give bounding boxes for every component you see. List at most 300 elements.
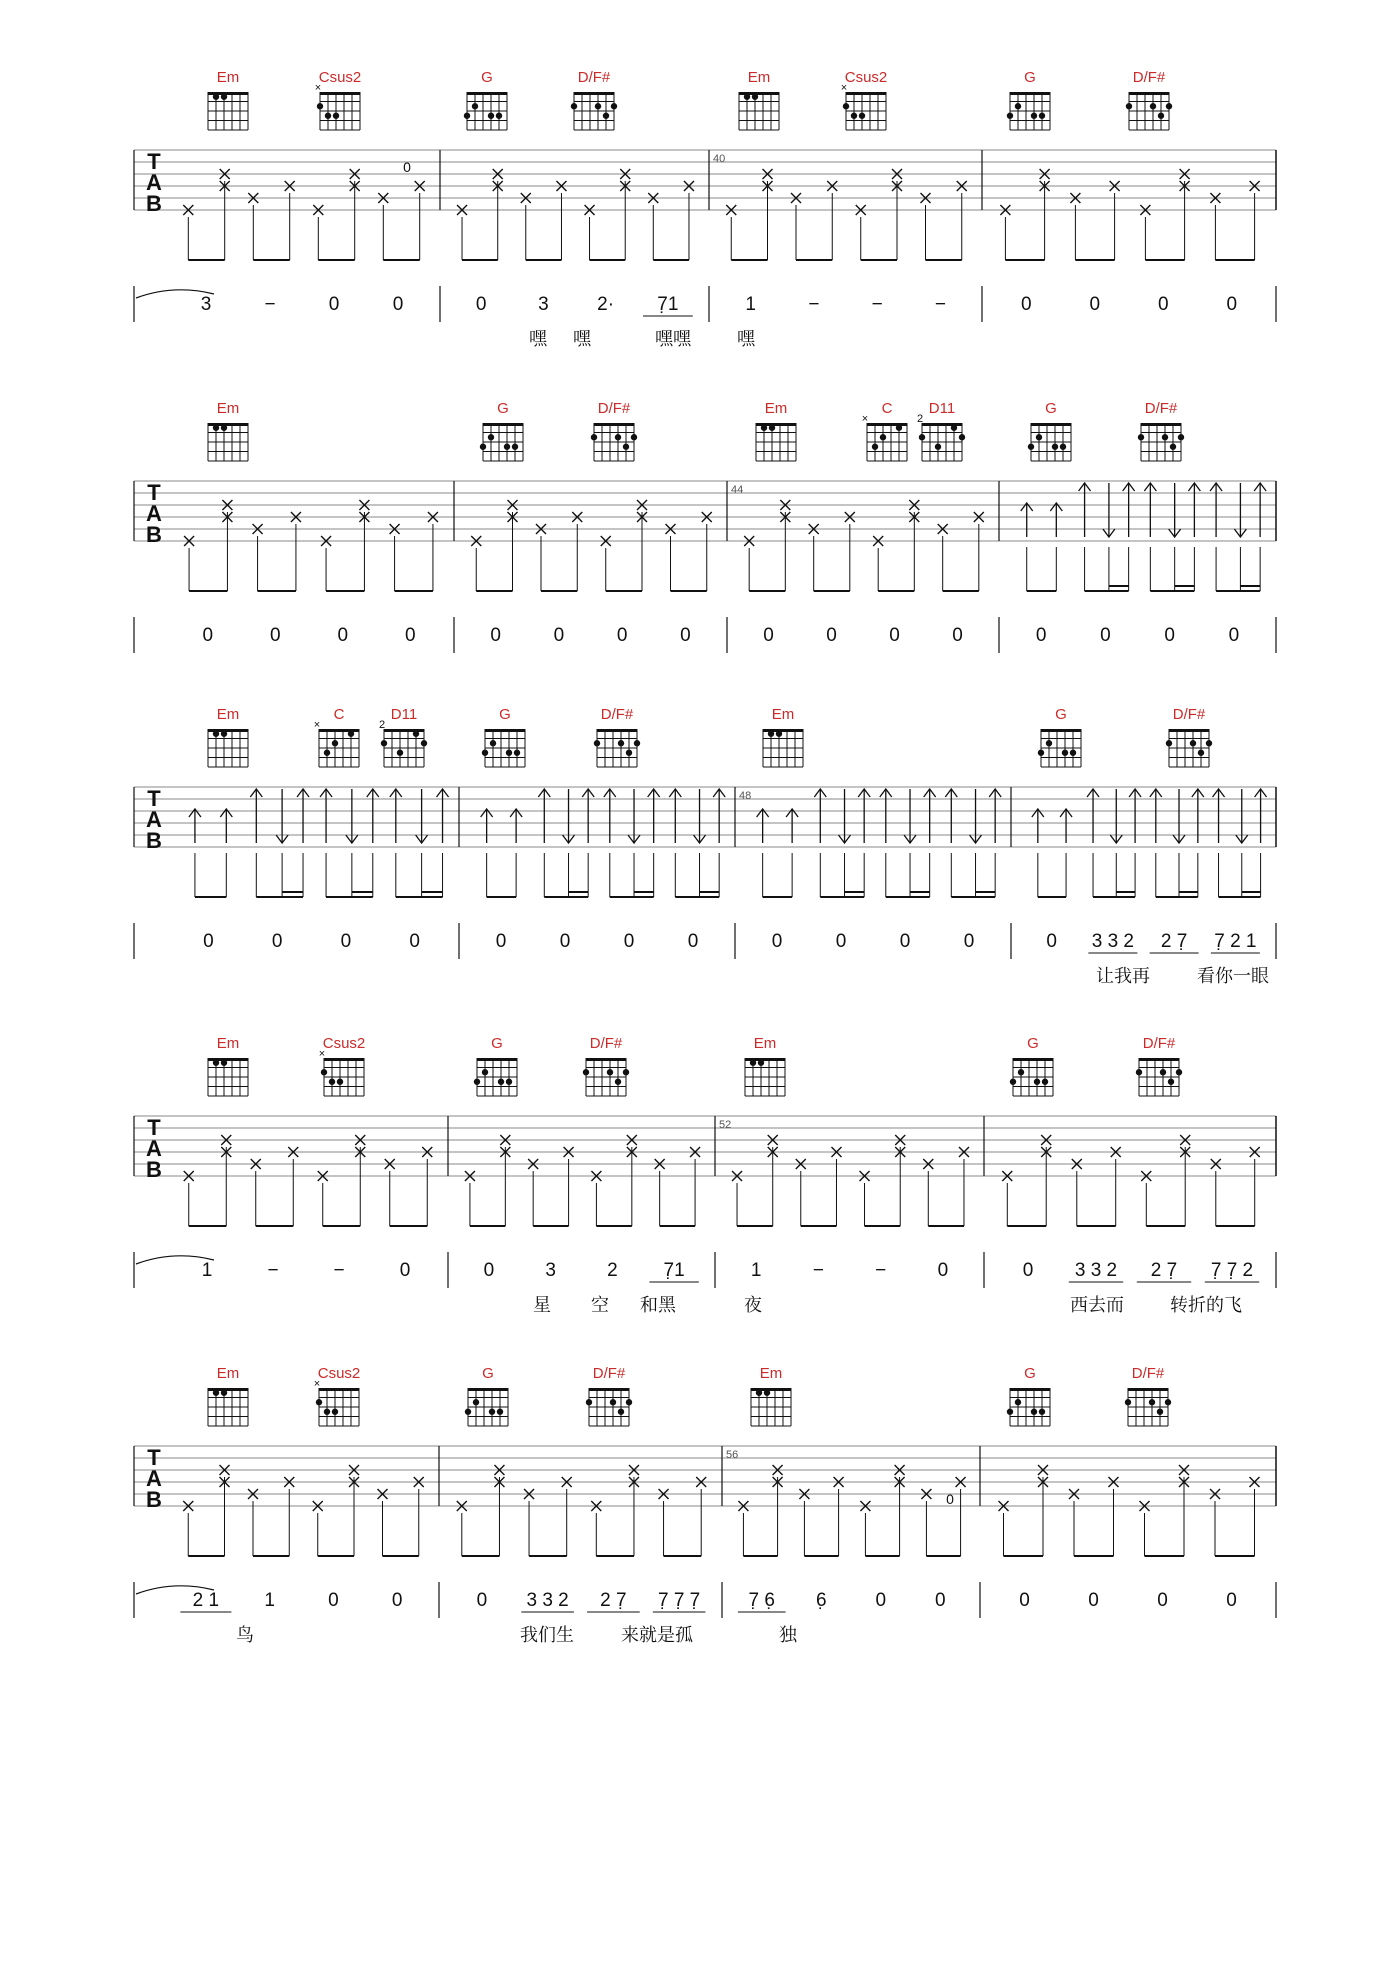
chord-name: D/F# <box>1131 1365 1165 1382</box>
jianpu-note: 2 7̣ <box>600 1590 627 1611</box>
jianpu-note: 3 3 2 <box>1091 931 1135 952</box>
finger-dot <box>935 444 941 450</box>
finger-dot <box>752 94 758 100</box>
jianpu-note: 0 <box>963 931 975 952</box>
finger-dot <box>482 750 488 756</box>
chord-diagram <box>1125 1365 1171 1426</box>
chord-name: G <box>1024 69 1036 86</box>
chord-diagram <box>739 69 779 130</box>
finger-dot <box>490 740 496 746</box>
chord-nut <box>1141 423 1181 426</box>
finger-dot <box>959 434 965 440</box>
jianpu-note: 2 <box>607 1260 618 1281</box>
chord-name: Em <box>216 1365 240 1382</box>
finger-dot <box>1198 750 1204 756</box>
finger-dot <box>489 1409 495 1415</box>
finger-dot <box>1010 1079 1016 1085</box>
chord-name: G <box>497 400 509 417</box>
finger-dot <box>634 740 640 746</box>
jianpu-note: 0 <box>203 931 214 952</box>
finger-dot <box>610 1399 616 1405</box>
finger-dot <box>1160 1069 1166 1075</box>
jianpu-note: 0 <box>1020 294 1032 315</box>
strum-up-arrow <box>1060 809 1072 843</box>
chord-diagram <box>208 706 248 767</box>
finger-dot <box>1136 1069 1142 1075</box>
finger-dot <box>325 113 331 119</box>
chord-diagram <box>208 400 248 461</box>
jianpu-note: − <box>812 1260 824 1281</box>
finger-dot <box>506 750 512 756</box>
chord-diagram <box>1028 400 1071 461</box>
chord-diagram <box>1010 1035 1053 1096</box>
finger-dot <box>851 113 857 119</box>
jianpu-note: 0 <box>337 625 349 646</box>
finger-dot <box>591 434 597 440</box>
chord-name: Csus2 <box>844 69 888 86</box>
jianpu-note: 0 <box>771 931 783 952</box>
finger-dot <box>321 1069 327 1075</box>
jianpu-note: 0 <box>687 931 699 952</box>
chord-mute-mark: × <box>318 1048 326 1060</box>
finger-dot <box>1070 750 1076 756</box>
finger-dot <box>514 750 520 756</box>
chord-diagram <box>583 1035 629 1096</box>
finger-dot <box>623 1069 629 1075</box>
finger-dot <box>872 444 878 450</box>
finger-dot <box>496 113 502 119</box>
chord-name: Em <box>216 69 240 86</box>
finger-dot <box>329 1079 335 1085</box>
finger-dot <box>1039 113 1045 119</box>
jianpu-note: 0 <box>1100 625 1111 646</box>
chord-name: Em <box>764 400 788 417</box>
jianpu-note: 7̣ 2 1 <box>1214 931 1257 952</box>
finger-dot <box>1007 1409 1013 1415</box>
finger-dot <box>1015 1399 1021 1405</box>
jianpu-note: 0 <box>875 1590 887 1611</box>
finger-dot <box>1166 740 1172 746</box>
jianpu-note: 6̣ <box>815 1590 827 1611</box>
jianpu-note: 2 7̣ <box>1150 1260 1178 1281</box>
lyric-text: 鸟 <box>236 1625 254 1645</box>
finger-dot <box>1036 434 1042 440</box>
finger-dot <box>880 434 886 440</box>
jianpu-note: 0 <box>392 294 404 315</box>
chord-nut <box>1031 423 1071 426</box>
jianpu-note: 0 <box>899 931 911 952</box>
finger-dot <box>623 444 629 450</box>
finger-dot <box>611 103 617 109</box>
chord-diagram <box>1126 69 1172 130</box>
tab-clef-letter: T <box>147 149 161 174</box>
jianpu-note: 0 <box>553 625 565 646</box>
jianpu-note: 0 <box>623 931 635 952</box>
finger-dot <box>768 731 774 737</box>
bar-number: 56 <box>726 1449 739 1461</box>
finger-dot <box>586 1399 592 1405</box>
finger-dot <box>1126 103 1132 109</box>
jianpu-note: 0 <box>404 625 416 646</box>
chord-diagram <box>480 400 523 461</box>
bar-number: 52 <box>719 1119 732 1131</box>
chord-diagram <box>319 1035 365 1096</box>
strum-up-arrow <box>757 809 769 843</box>
strum-up-arrow <box>1050 503 1062 537</box>
lyric-text: 让我再 <box>1096 966 1150 986</box>
finger-dot <box>324 750 330 756</box>
chord-diagram <box>314 706 359 767</box>
jianpu-note: 0 <box>616 625 628 646</box>
finger-dot <box>464 113 470 119</box>
chord-diagram <box>745 1035 785 1096</box>
bar-number: 44 <box>731 484 744 496</box>
tab-clef-letter: B <box>146 1487 162 1512</box>
finger-dot <box>474 1079 480 1085</box>
finger-dot <box>571 103 577 109</box>
chord-nut <box>319 1388 359 1391</box>
chord-nut <box>589 1388 629 1391</box>
chord-diagram <box>586 1365 632 1426</box>
chord-name: D/F# <box>1142 1035 1176 1052</box>
finger-dot <box>1028 444 1034 450</box>
finger-dot <box>615 1079 621 1085</box>
chord-name: G <box>499 706 511 723</box>
lyric-text: 夜 <box>744 1295 762 1315</box>
finger-dot <box>506 1079 512 1085</box>
jianpu-note: 0 <box>391 1590 403 1611</box>
jianpu-note: 0 <box>1088 1590 1099 1611</box>
chord-nut <box>485 729 525 732</box>
lyric-text: 转折的飞 <box>1170 1295 1242 1315</box>
chord-name: D11 <box>928 400 956 417</box>
jianpu-note: 7̣1 <box>657 294 679 315</box>
jianpu-note: 0 <box>1157 1590 1168 1611</box>
jianpu-note: 0 <box>680 625 691 646</box>
jianpu-note: 0 <box>399 1260 411 1281</box>
score-system <box>134 69 1276 349</box>
finger-dot <box>317 103 323 109</box>
finger-dot <box>213 94 219 100</box>
jianpu-note: 0 <box>490 625 501 646</box>
finger-dot <box>397 750 403 756</box>
finger-dot <box>504 444 510 450</box>
finger-dot <box>1038 750 1044 756</box>
chord-nut <box>1010 1388 1050 1391</box>
chord-diagram <box>571 69 617 130</box>
chord-nut <box>846 92 886 95</box>
chord-name: D/F# <box>1172 706 1206 723</box>
tab-clef-letter: T <box>147 1445 161 1470</box>
finger-dot <box>776 731 782 737</box>
finger-dot <box>744 94 750 100</box>
lyric-text: 来就是孤 <box>621 1625 693 1645</box>
chord-name: Em <box>216 706 240 723</box>
chord-mute-mark: × <box>861 413 869 425</box>
score-system <box>134 1365 1276 1645</box>
finger-dot <box>595 103 601 109</box>
finger-dot <box>337 1079 343 1085</box>
jianpu-note: − <box>934 294 946 315</box>
chord-diagram <box>208 69 248 130</box>
jianpu-note: 3 3 2 <box>1074 1260 1118 1281</box>
chord-mute-mark: × <box>840 82 848 94</box>
tab-clef-letter: A <box>146 170 162 195</box>
finger-dot <box>1046 740 1052 746</box>
finger-dot <box>1176 1069 1182 1075</box>
chord-name: D/F# <box>1144 400 1178 417</box>
jianpu-note: 0 <box>271 931 283 952</box>
tab-clef-letter: B <box>146 522 162 547</box>
chord-diagram <box>1038 706 1081 767</box>
jianpu-note: 1 <box>264 1590 275 1611</box>
jianpu-note: − <box>871 294 883 315</box>
jianpu-note: 0 <box>1046 931 1057 952</box>
tab-clef-letter: T <box>147 786 161 811</box>
finger-dot <box>497 1409 503 1415</box>
chord-diagram <box>1138 400 1184 461</box>
jianpu-note: 0 <box>826 625 837 646</box>
finger-dot <box>758 1060 764 1066</box>
lyric-text: 嘿 <box>573 329 591 349</box>
finger-dot <box>1018 1069 1024 1075</box>
finger-dot <box>618 740 624 746</box>
finger-dot <box>761 425 767 431</box>
finger-dot <box>1157 1409 1163 1415</box>
finger-dot <box>488 113 494 119</box>
chord-name: D/F# <box>589 1035 623 1052</box>
chord-diagram <box>474 1035 517 1096</box>
chord-nut <box>320 92 360 95</box>
chord-diagram <box>1136 1035 1182 1096</box>
finger-dot <box>756 1390 762 1396</box>
strum-up-arrow <box>1021 503 1033 537</box>
finger-dot <box>381 740 387 746</box>
chord-nut <box>586 1058 626 1061</box>
finger-dot <box>1052 444 1058 450</box>
jianpu-note: 0 <box>952 625 963 646</box>
jianpu-note: 7̣ 6̣ <box>748 1590 775 1611</box>
chord-diagram <box>1166 706 1212 767</box>
chord-name: Em <box>216 1035 240 1052</box>
finger-dot <box>626 1399 632 1405</box>
tab-clef-letter: A <box>146 1136 162 1161</box>
strum-up-arrow <box>786 809 798 843</box>
chord-name: D/F# <box>592 1365 626 1382</box>
strum-up-arrow <box>189 809 201 843</box>
chord-name: G <box>1024 1365 1036 1382</box>
chord-mute-mark: 2 <box>378 719 386 731</box>
finger-dot <box>213 731 219 737</box>
chord-name: Em <box>747 69 771 86</box>
chord-nut <box>483 423 523 426</box>
chord-mute-mark: × <box>313 1378 321 1390</box>
chord-nut <box>1169 729 1209 732</box>
strum-up-arrow <box>481 809 493 843</box>
chord-name: Em <box>759 1365 783 1382</box>
tab-clef-letter: B <box>146 828 162 853</box>
finger-dot <box>332 1409 338 1415</box>
chord-diagram <box>763 706 803 767</box>
chord-name: G <box>481 69 493 86</box>
jianpu-note: 0 <box>328 1590 339 1611</box>
jianpu-note: 3 <box>200 294 212 315</box>
chord-nut <box>477 1058 517 1061</box>
tab-clef-letter: A <box>146 501 162 526</box>
finger-dot <box>843 103 849 109</box>
finger-dot <box>1007 113 1013 119</box>
finger-dot <box>1170 444 1176 450</box>
jianpu-note: 3 <box>545 1260 556 1281</box>
lyric-text: 空 <box>591 1295 609 1315</box>
finger-dot <box>1042 1079 1048 1085</box>
finger-dot <box>221 425 227 431</box>
jianpu-note: 0 <box>1022 1260 1034 1281</box>
chord-name: D11 <box>390 706 418 723</box>
jianpu-note: 0 <box>934 1590 946 1611</box>
jianpu-note: 0 <box>835 931 847 952</box>
lyric-text: 我们生 <box>520 1625 574 1645</box>
chord-diagram <box>917 400 965 461</box>
finger-dot <box>1031 1409 1037 1415</box>
jianpu-note: 0 <box>1164 625 1175 646</box>
finger-dot <box>631 434 637 440</box>
finger-dot <box>919 434 925 440</box>
chord-nut <box>468 1388 508 1391</box>
lyric-text: 独 <box>779 1625 797 1645</box>
finger-dot <box>213 1060 219 1066</box>
chord-name: Em <box>771 706 795 723</box>
finger-dot <box>750 1060 756 1066</box>
finger-dot <box>1178 434 1184 440</box>
chord-diagram <box>465 1365 508 1426</box>
finger-dot <box>1168 1079 1174 1085</box>
chord-nut <box>1139 1058 1179 1061</box>
chord-name: G <box>1045 400 1057 417</box>
chord-diagram <box>1007 1365 1050 1426</box>
tab-clef-letter: T <box>147 1115 161 1140</box>
jianpu-note: 1 <box>201 1260 213 1281</box>
finger-dot <box>769 425 775 431</box>
strum-up-arrow <box>510 809 522 843</box>
finger-dot <box>421 740 427 746</box>
finger-dot <box>472 103 478 109</box>
jianpu-note: 0 <box>483 1260 495 1281</box>
lyric-text: 嘿 <box>737 329 755 349</box>
finger-dot <box>1138 434 1144 440</box>
chord-name: G <box>482 1365 494 1382</box>
chord-name: D/F# <box>597 400 631 417</box>
finger-dot <box>1060 444 1066 450</box>
chord-name: D/F# <box>577 69 611 86</box>
chord-diagram <box>208 1035 248 1096</box>
jianpu-note: 7̣ 7̣ 7̣ <box>657 1590 701 1611</box>
chord-name: G <box>1027 1035 1039 1052</box>
finger-dot <box>1039 1409 1045 1415</box>
jianpu-note: 0 <box>1035 625 1047 646</box>
finger-dot <box>512 444 518 450</box>
finger-dot <box>1034 1079 1040 1085</box>
chord-name: Csus2 <box>322 1035 366 1052</box>
jianpu-note: 3 <box>538 294 549 315</box>
jianpu-note: 0 <box>476 1590 488 1611</box>
finger-dot <box>221 94 227 100</box>
score-system <box>134 400 1276 653</box>
chord-nut <box>1010 92 1050 95</box>
jianpu-note: 2· <box>597 294 615 315</box>
finger-dot <box>1165 1399 1171 1405</box>
jianpu-note: 2 7̣ <box>1160 931 1188 952</box>
finger-dot <box>951 425 957 431</box>
jianpu-note: 0 <box>1226 1590 1237 1611</box>
fret-number: 0 <box>403 159 411 175</box>
jianpu-note: − <box>333 1260 345 1281</box>
finger-dot <box>1015 103 1021 109</box>
chord-nut <box>324 1058 364 1061</box>
finger-dot <box>618 1409 624 1415</box>
finger-dot <box>615 434 621 440</box>
jianpu-note: 0 <box>409 931 420 952</box>
chord-nut <box>594 423 634 426</box>
chord-name: Csus2 <box>318 69 362 86</box>
finger-dot <box>465 1409 471 1415</box>
finger-dot <box>221 1390 227 1396</box>
finger-dot <box>1149 1399 1155 1405</box>
finger-dot <box>332 740 338 746</box>
finger-dot <box>348 731 354 737</box>
tab-clef-letter: A <box>146 807 162 832</box>
jianpu-note: − <box>875 1260 887 1281</box>
jianpu-note: 0 <box>1089 294 1101 315</box>
finger-dot <box>1150 103 1156 109</box>
chord-name: C <box>333 706 345 723</box>
chord-diagram <box>751 1365 791 1426</box>
chord-name: C <box>881 400 893 417</box>
chord-diagram <box>756 400 796 461</box>
jianpu-note: 7̣ 7̣ 2 <box>1210 1260 1254 1281</box>
jianpu-note: 0 <box>1019 1590 1030 1611</box>
lyric-text: 星 <box>533 1295 551 1315</box>
chord-nut <box>1041 729 1081 732</box>
chord-name: D/F# <box>1132 69 1166 86</box>
jianpu-note: 3 3 2 <box>526 1590 569 1611</box>
jianpu-note: − <box>267 1260 279 1281</box>
finger-dot <box>473 1399 479 1405</box>
finger-dot <box>859 113 865 119</box>
chord-diagram <box>862 400 907 461</box>
chord-diagram <box>1007 69 1050 130</box>
jianpu-note: 0 <box>475 294 487 315</box>
finger-dot <box>333 113 339 119</box>
chord-nut <box>574 92 614 95</box>
tab-clef-letter: B <box>146 1157 162 1182</box>
chord-mute-mark: × <box>314 82 322 94</box>
jianpu-note: 0 <box>269 625 281 646</box>
chord-diagram <box>482 706 525 767</box>
finger-dot <box>213 1390 219 1396</box>
score-system <box>134 706 1276 986</box>
lyric-text: 和黑 <box>640 1295 676 1315</box>
finger-dot <box>413 731 419 737</box>
jianpu-note: 0 <box>559 931 571 952</box>
finger-dot <box>896 425 902 431</box>
chord-diagram <box>379 706 427 767</box>
chord-diagram <box>208 1365 248 1426</box>
finger-dot <box>607 1069 613 1075</box>
chord-diagram <box>315 69 361 130</box>
chord-name: G <box>1055 706 1067 723</box>
tab-clef-letter: B <box>146 191 162 216</box>
